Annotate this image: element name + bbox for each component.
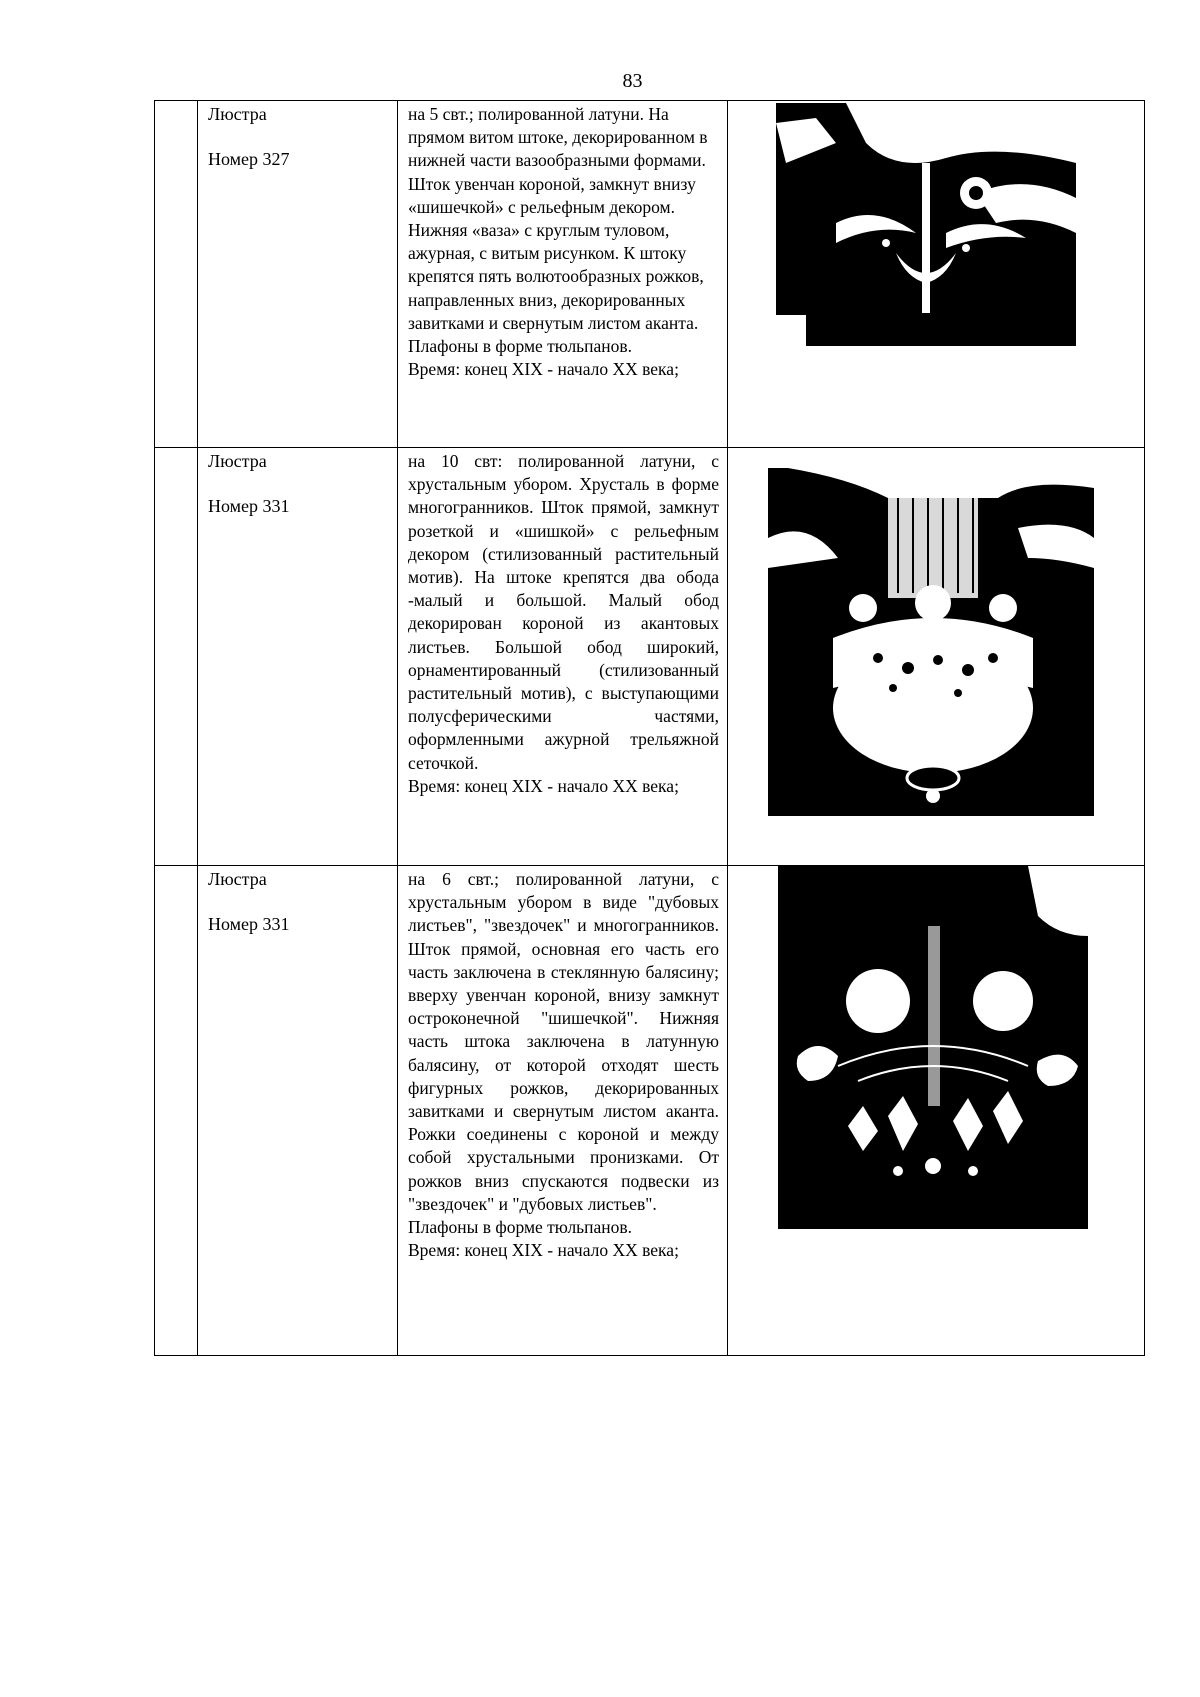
item-description: на 5 свт.; полированной латуни. На прямом витом штоке, декорированном в нижней части вазообразными формами. Шток увенчан короной, замкнут внизу «шишечкой» с рельефным декором. Нижняя «ваза» с круглым туловом, ажурная, с витым рисунком. К штоку крепятся пять волютообразных рожков, направленных вниз, декорированных завитками и свернутым листом аканта. — [408, 104, 708, 333]
item-time: Время: конец XIX - начало XX века; — [408, 775, 679, 796]
item-description: на 10 свт: полированной латуни, с хрустальным убором. Хрусталь в форме многогранников. Шток прямой, замкнут розеткой и «шишкой» с рельефным декором (стилизованный растительный мотив). На штоке крепятся два обода -малый и большой. Малый обод декорирован короной из акантовых листьев. Большой обод широкий, орнаментированный (стилизованный растительный мотив), с выступающими полусферическими частями, оформленными ажурной трельяжной сеточкой. — [408, 451, 719, 773]
index-cell — [155, 866, 198, 1356]
photo-cell — [728, 101, 1145, 448]
page-number: 83 — [622, 70, 643, 92]
photo-cell — [728, 866, 1145, 1356]
chandelier-photo — [768, 448, 1094, 816]
table-row — [155, 866, 1145, 1356]
item-time: Время: конец XIX - начало XX века; — [408, 359, 679, 380]
catalog-table — [154, 100, 1145, 1356]
photo-cell — [728, 448, 1145, 866]
chandelier-photo — [776, 103, 1076, 346]
table-row — [155, 448, 1145, 866]
name-cell — [198, 448, 398, 866]
chandelier-photo — [778, 866, 1088, 1229]
name-cell — [198, 101, 398, 448]
item-number: Номер 331 — [208, 914, 290, 934]
name-cell — [198, 866, 398, 1356]
table-row — [155, 101, 1145, 448]
item-number: Номер 331 — [208, 496, 290, 516]
item-extra: Плафоны в форме тюльпанов. — [408, 336, 633, 357]
item-extra: Плафоны в форме тюльпанов. — [408, 1217, 633, 1238]
item-name: Люстра — [208, 451, 267, 471]
description-cell — [398, 448, 728, 866]
description-cell — [398, 101, 728, 448]
item-time: Время: конец XIX - начало XX века; — [408, 1240, 679, 1261]
item-number: Номер 327 — [208, 149, 290, 169]
index-cell — [155, 101, 198, 448]
description-cell — [398, 866, 728, 1356]
item-name: Люстра — [208, 104, 267, 124]
index-cell — [155, 448, 198, 866]
item-name: Люстра — [208, 869, 267, 889]
item-description: на 6 свт.; полированной латуни, с хрустальным убором в виде "дубовых листьев", "звездочек" и многогранников. Шток прямой, основная его часть его часть заключена в стеклянную балясину; вверху увенчан короной, внизу замкнут остроконечной "шишечкой". Нижняя часть штока заключена в латунную балясину, от которой отходят шесть фигурных рожков, декорированных завитками и свернутым листом аканта. Рожки соединены с короной и между собой хрустальными пронизками. От рожков вниз спускаются подвески из "звездочек" и "дубовых листьев". — [408, 869, 719, 1214]
